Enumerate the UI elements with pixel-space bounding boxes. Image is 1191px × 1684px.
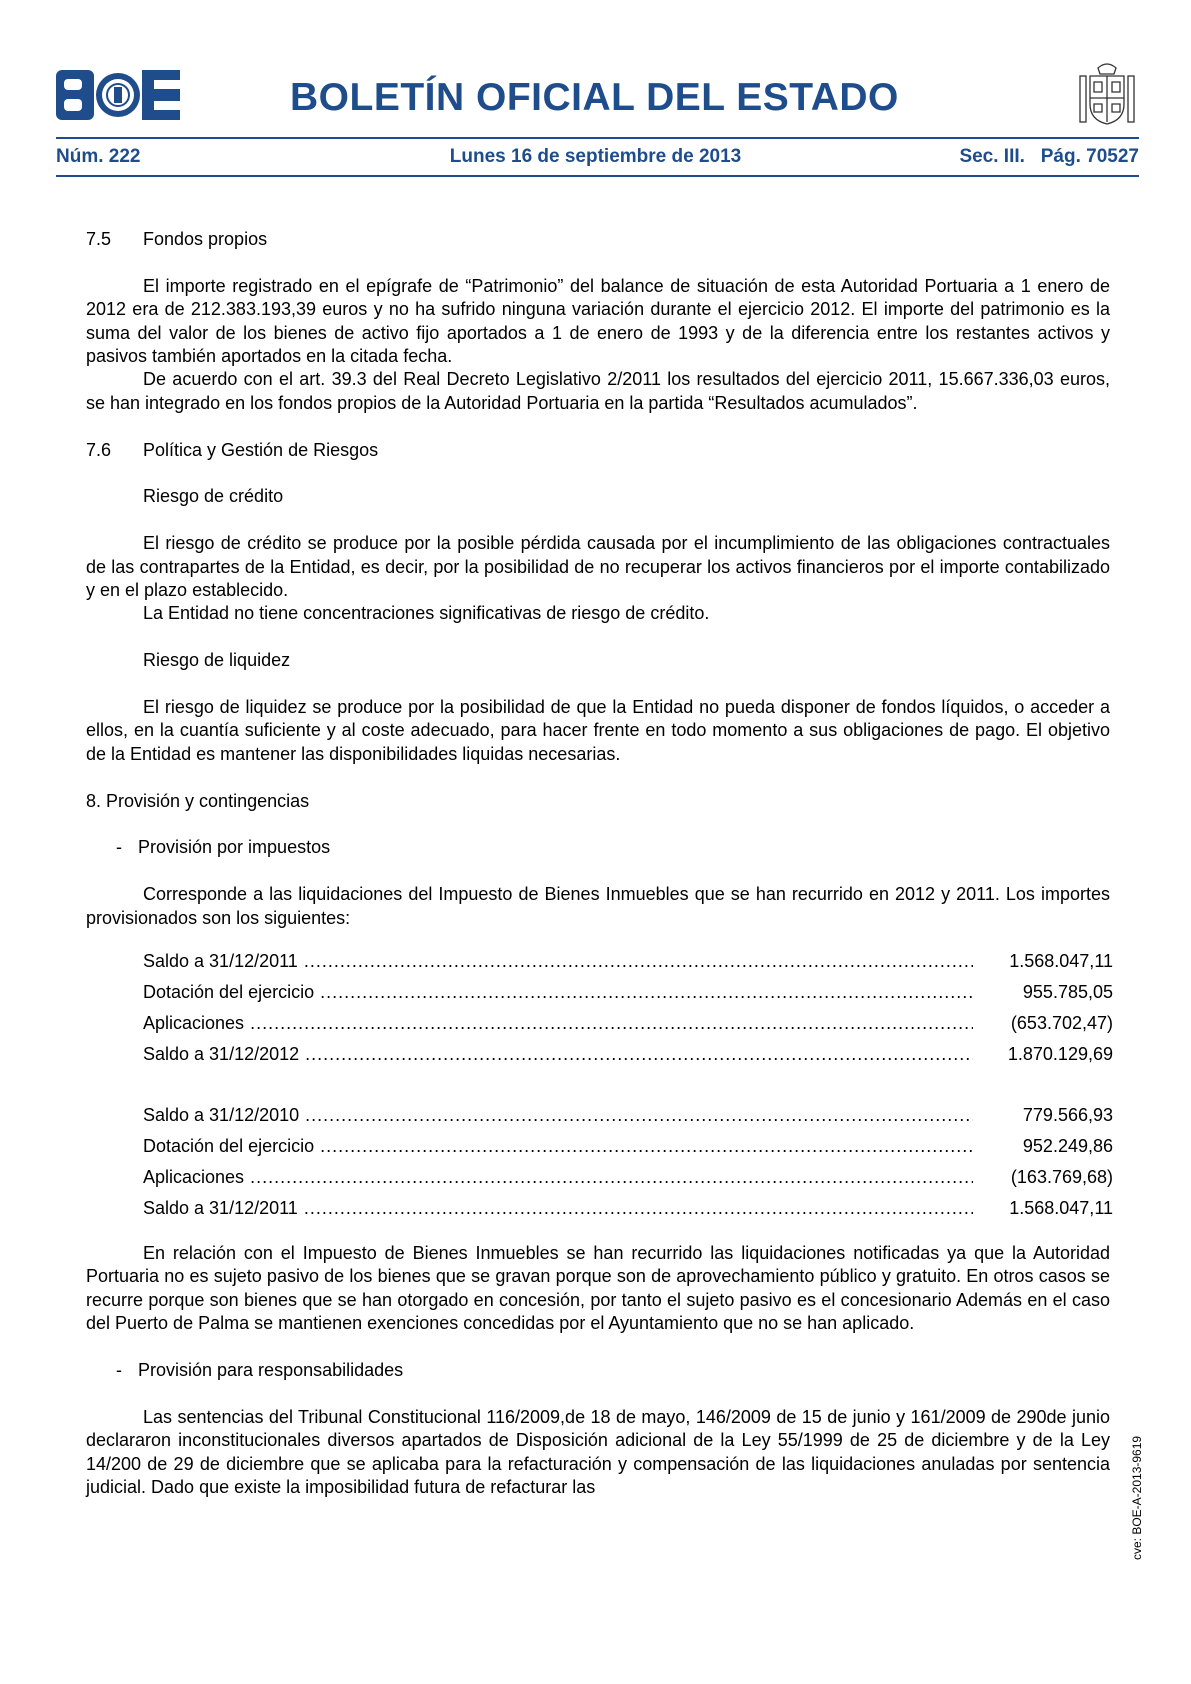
section-heading — [86, 228, 1110, 251]
row-label: Dotación del ejercicio — [143, 982, 315, 1003]
subheading: Riesgo de liquidez — [143, 650, 291, 671]
table-row — [143, 1166, 1113, 1197]
section-page: Sec. III. Pág. 70527 — [959, 146, 1139, 167]
issue-number: Núm. 222 — [56, 146, 141, 167]
row-value: 1.568.047,11 — [1009, 1198, 1113, 1219]
bullet-heading — [86, 836, 1110, 859]
table-row — [143, 981, 1113, 1012]
table-row — [143, 1197, 1113, 1228]
cve-code: cve: BOE-A-2013-9619 — [1130, 1435, 1144, 1560]
page-title: BOLETÍN OFICIAL DEL ESTADO — [290, 76, 899, 119]
header-rule-bottom — [56, 175, 1139, 177]
paragraph: La Entidad no tiene concentraciones significativas de riesgo de crédito. — [143, 603, 710, 624]
row-value: (653.702,47) — [1010, 1013, 1113, 1034]
dash-marker: - — [116, 837, 122, 858]
section-number: 7.6 — [86, 439, 112, 460]
document-body — [86, 228, 1113, 1499]
section-title: Fondos propios — [143, 229, 268, 249]
subheading: Riesgo de crédito — [143, 486, 284, 507]
paragraph: El riesgo de crédito se produce por la posible pérdida causada por el incumplimiento de las obligaciones contractuales de las contrapartes de la Entidad, es decir, por la posibilidad de no recuperar los activos financieros por el importe contabilizado y en el plazo establecido. — [86, 533, 1110, 601]
row-label: Aplicaciones — [143, 1167, 245, 1188]
coat-of-arms-icon — [1076, 58, 1138, 128]
table-row — [143, 1135, 1113, 1166]
section-title: Política y Gestión de Riesgos — [143, 439, 379, 460]
table-row — [143, 1012, 1113, 1043]
boe-logo — [56, 70, 180, 120]
row-label: Saldo a 31/12/2011 — [143, 951, 298, 972]
section-number: 7.5 — [86, 229, 112, 249]
table-row — [143, 1104, 1113, 1135]
row-label: Saldo a 31/12/2012 — [143, 1044, 300, 1065]
section-heading: 8. Provisión y contingencias — [86, 790, 310, 811]
paragraph: Corresponde a las liquidaciones del Impuesto de Bienes Inmuebles que se han recurrido en 2012 y 2011. Los importes provisionados son los siguientes: — [86, 884, 1110, 928]
bullet-label: Provisión por impuestos — [138, 837, 331, 858]
header-rule-top — [56, 137, 1139, 139]
row-label: Saldo a 31/12/2010 — [143, 1105, 300, 1126]
row-value: (163.769,68) — [1010, 1167, 1113, 1188]
provision-table-2012 — [143, 950, 1113, 1074]
row-label: Saldo a 31/12/2011 — [143, 1198, 298, 1219]
table-row — [143, 1043, 1113, 1074]
row-value: 955.785,05 — [1022, 982, 1113, 1003]
paragraph: El riesgo de liquidez se produce por la posibilidad de que la Entidad no pueda disponer de fondos líquidos, o acceder a ellos, en la cuantía suficiente y al coste adecuado, para hacer frente en todo momento a sus obligaciones de pago. El objetivo de la Entidad es mantener las disponibilidades liquidas necesarias. — [86, 697, 1110, 764]
provision-table-2011 — [143, 1104, 1113, 1228]
table-row — [143, 950, 1113, 981]
issue-date: Lunes 16 de septiembre de 2013 — [449, 146, 742, 167]
bullet-label: Provisión para responsabilidades — [138, 1360, 404, 1381]
row-label: Aplicaciones — [143, 1013, 245, 1034]
row-label: Dotación del ejercicio — [143, 1136, 315, 1157]
paragraph: Las sentencias del Tribunal Constitucional 116/2009,de 18 de mayo, 146/2009 de 15 de junio y 161/2009 de 290de junio declararon inconstitucionales diversos apartados de Disposición adicional de la Ley 55/1999 de 25 de diciembre y de la Ley 14/200 de 29 de diciembre que se aplicaba para la refacturación y compensación de las liquidaciones anuladas por sentencia judicial. Dado que existe la imposibilidad futura de refacturar las — [86, 1406, 1110, 1498]
row-value: 952.249,86 — [1022, 1136, 1113, 1157]
row-value: 1.870.129,69 — [1007, 1044, 1113, 1065]
bullet-heading — [86, 1359, 1110, 1382]
section-heading — [86, 439, 1110, 462]
paragraph: En relación con el Impuesto de Bienes Inmuebles se han recurrido las liquidaciones notificadas ya que la Autoridad Portuaria no es sujeto pasivo de los bienes que se gravan porque son de aprovechamiento público y gratuito. En otros casos se recurre porque son bienes que se han otorgado en concesión, por tanto el sujeto pasivo es el concesionario Además en el caso del Puerto de Palma se mantienen exenciones concedidas por el Ayuntamiento que no se han aplicado. — [86, 1243, 1110, 1334]
paragraph: De acuerdo con el art. 39.3 del Real Decreto Legislativo 2/2011 los resultados del ejercicio 2011, 15.667.336,03 euros, se han integrado en los fondos propios de la Autoridad Portuaria en la partida “Resultados acumulados”. — [86, 369, 1110, 413]
row-value: 779.566,93 — [1022, 1105, 1113, 1126]
paragraph: El importe registrado en el epígrafe de “Patrimonio” del balance de situación de esta Autoridad Portuaria a 1 enero de 2012 era de 212.383.193,39 euros y no ha sufrido ninguna variación durante el ejercicio 2012. El importe del patrimonio es la suma del valor de los bienes de activo fijo aportados a 1 de enero de 1993 y de la diferencia entre los restantes activos y pasivos también aportados en la citada fecha. — [86, 275, 1110, 367]
dash-marker: - — [116, 1360, 122, 1381]
row-value: 1.568.047,11 — [1009, 951, 1113, 972]
